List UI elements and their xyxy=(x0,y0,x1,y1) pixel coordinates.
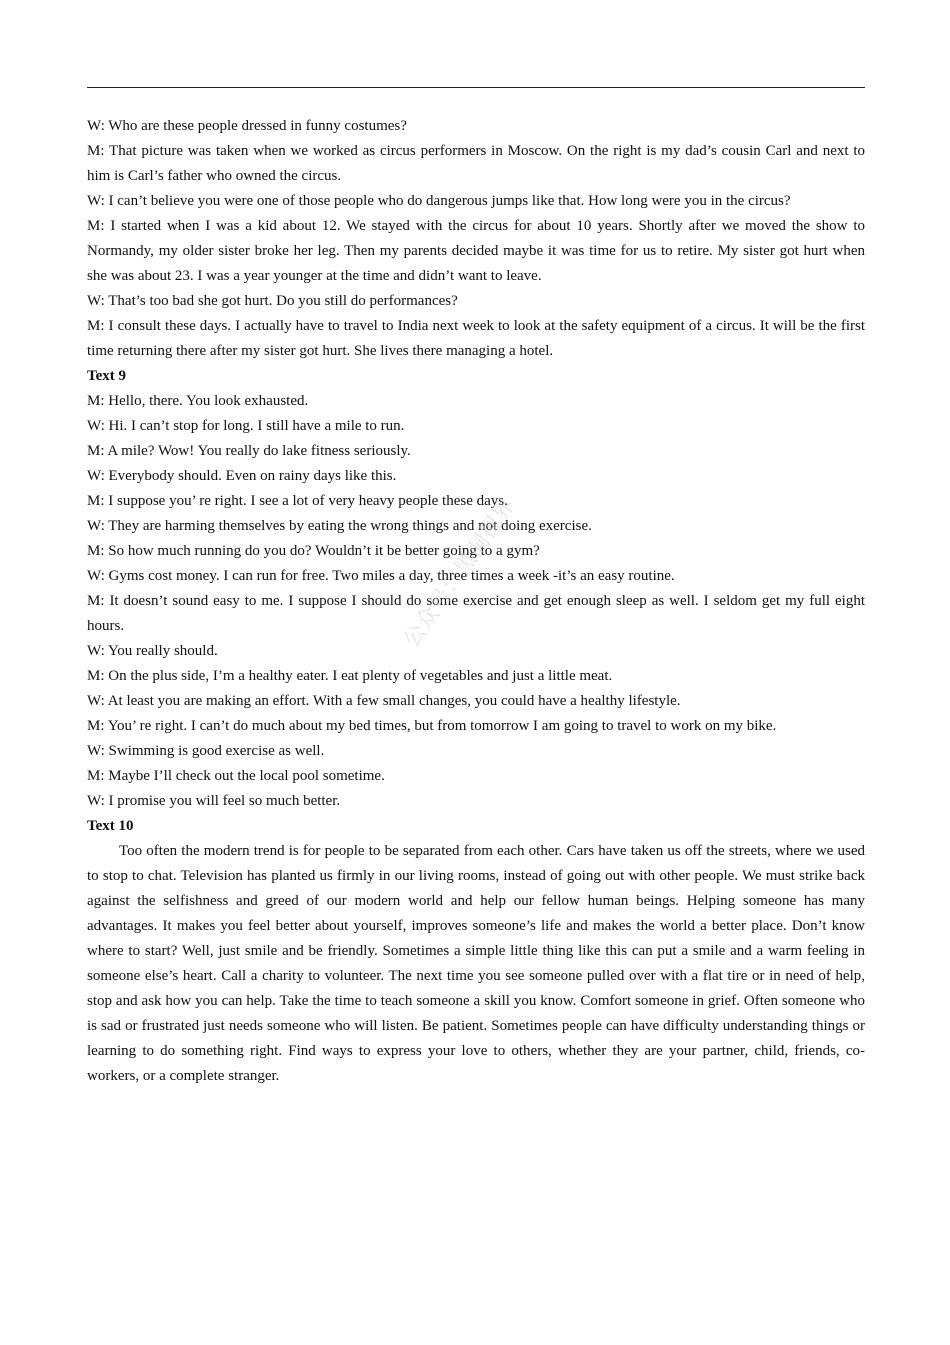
section-heading-text10: Text 10 xyxy=(87,818,134,834)
dialogue-line: W: That’s too bad she got hurt. Do you still do performances? xyxy=(87,293,458,309)
dialogue-line: W: They are harming themselves by eating the wrong things and not doing exercise. xyxy=(87,518,592,534)
header-rule xyxy=(87,87,865,88)
dialogue-line: M: So how much running do you do? Wouldn’t it be better going to a gym? xyxy=(87,543,540,559)
passage-paragraph: Too often the modern trend is for people to be separated from each other. Cars have taken us off the streets, where we used to stop to chat. Television has planted us firmly in our living rooms, instead of going out with other people. We must strike back against the selfishness and greed of our modern world and help our fellow human beings. Helping someone has many advantages. It makes you feel better about yourself, improves someone’s life and makes the world a better place. Don’t know where to start? Well, just smile and be friendly. Sometimes a simple little thing like this can put a smile and a warm feeling in someone else’s heart. Call a charity to volunteer. The next time you see someone pulled over with a flat tire or in need of help, stop and ask how you can help. Take the time to teach someone a skill you know. Comfort someone in grief. Often someone who is sad or frustrated just needs someone who will listen. Be patient. Sometimes people can have difficulty understanding things or learning to do something right. Find ways to express your love to others, whether they are your partner, child, friends, co-workers, or a complete stranger. xyxy=(87,843,865,1084)
dialogue-line: M: It doesn’t sound easy to me. I suppose I should do some exercise and get enough sleep as well. I seldom get my full eight hours. xyxy=(87,593,865,634)
dialogue-line: M: A mile? Wow! You really do lake fitness seriously. xyxy=(87,443,411,459)
dialogue-line: M: Hello, there. You look exhausted. xyxy=(87,393,309,409)
document-body xyxy=(87,114,865,1089)
dialogue-line: M: I suppose you’ re right. I see a lot of very heavy people these days. xyxy=(87,493,508,509)
dialogue-line: W: I promise you will feel so much better. xyxy=(87,793,341,809)
watermark: 公众号：黑洞视界 xyxy=(399,493,521,653)
dialogue-line: W: I can’t believe you were one of those people who do dangerous jumps like that. How long were you in the circus? xyxy=(87,193,791,209)
dialogue-line: W: Gyms cost money. I can run for free. Two miles a day, three times a week -it’s an easy routine. xyxy=(87,568,675,584)
dialogue-line: M: I started when I was a kid about 12. We stayed with the circus for about 10 years. Shortly after we moved the show to Normandy, my older sister broke her leg. Then my parents decided maybe it was time for us to retire. My sister got hurt when she was about 23. I was a year younger at the time and didn’t want to leave. xyxy=(87,218,865,284)
dialogue-line: M: On the plus side, I’m a healthy eater. I eat plenty of vegetables and just a little meat. xyxy=(87,668,613,684)
dialogue-line: W: You really should. xyxy=(87,643,218,659)
dialogue-line: W: Who are these people dressed in funny costumes? xyxy=(87,118,407,134)
dialogue-line: W: Swimming is good exercise as well. xyxy=(87,743,325,759)
dialogue-line: W: At least you are making an effort. With a few small changes, you could have a healthy lifestyle. xyxy=(87,693,681,709)
dialogue-line: W: Hi. I can’t stop for long. I still have a mile to run. xyxy=(87,418,405,434)
section-heading-text9: Text 9 xyxy=(87,368,127,384)
dialogue-line: M: That picture was taken when we worked as circus performers in Moscow. On the right is my dad’s cousin Carl and next to him is Carl’s father who owned the circus. xyxy=(87,143,865,184)
dialogue-line: W: Everybody should. Even on rainy days like this. xyxy=(87,468,397,484)
dialogue-line: M: Maybe I’ll check out the local pool sometime. xyxy=(87,768,385,784)
dialogue-line: M: You’ re right. I can’t do much about my bed times, but from tomorrow I am going to travel to work on my bike. xyxy=(87,718,777,734)
dialogue-line: M: I consult these days. I actually have to travel to India next week to look at the safety equipment of a circus. It will be the first time returning there after my sister got hurt. She lives there managing a hotel. xyxy=(87,318,865,359)
